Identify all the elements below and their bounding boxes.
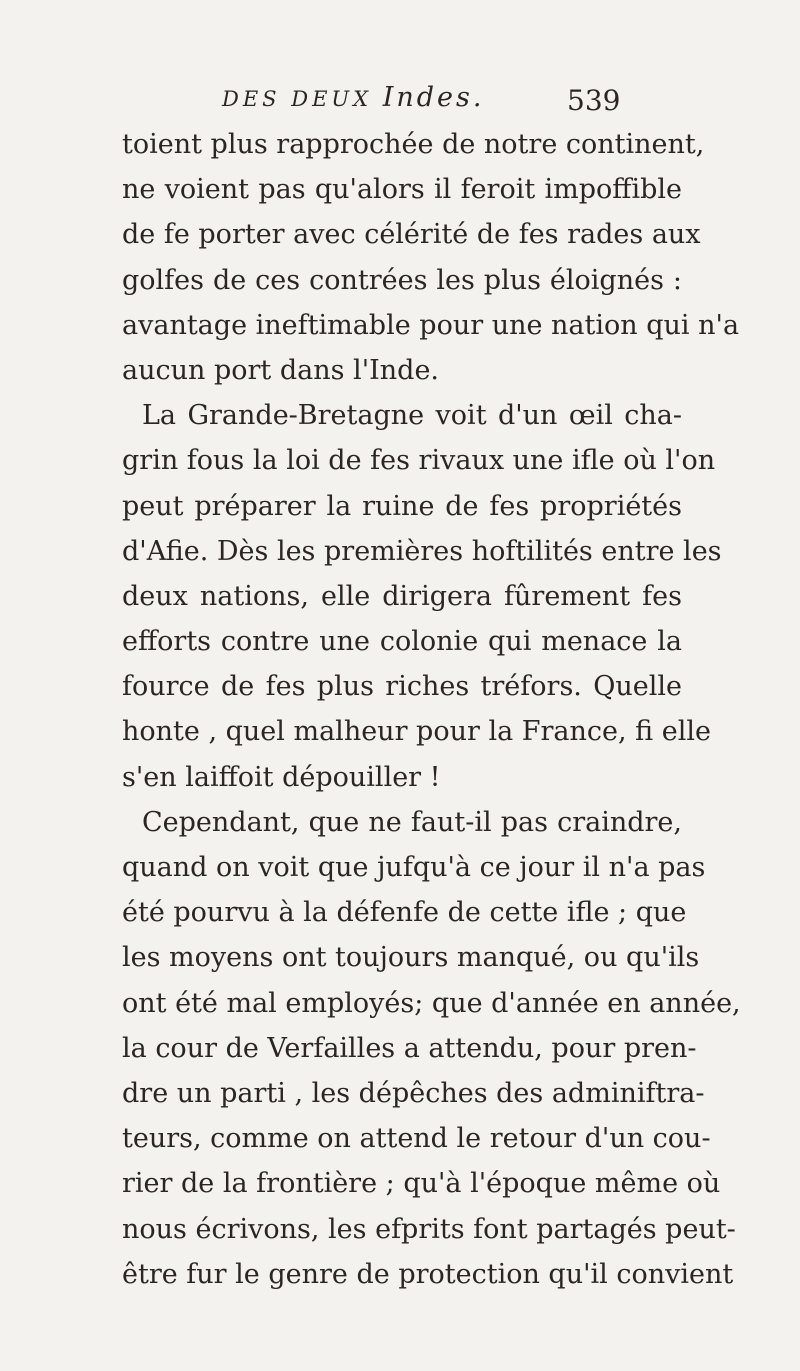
page-header — [222, 82, 642, 122]
running-title-prefix: DES DEUX — [222, 87, 383, 111]
text-line: honte , quel malheur pour la France, fi elle — [122, 716, 712, 748]
text-line: la cour de Verfailles a attendu, pour pren- — [122, 1032, 697, 1064]
running-title-indes: Indes. — [382, 82, 485, 113]
text-line: s'en laiffoit dépouiller ! — [122, 761, 441, 793]
body-text — [122, 122, 741, 1297]
text-line: golfes de ces contrées les plus éloignés : — [122, 264, 682, 296]
text-line: teurs, comme on attend le retour d'un cou- — [122, 1123, 711, 1155]
text-line: être fur le genre de protection qu'il convient — [122, 1258, 734, 1290]
text-line: d'Afie. Dès les premières hoftilités entre les — [122, 535, 722, 567]
text-line: deux nations, elle dirigera fûrement fes — [122, 580, 682, 612]
text-line: grin fous la loi de fes rivaux une ifle où l'on — [122, 445, 716, 477]
text-line: été pourvu à la défenfe de cette ifle ; que — [122, 897, 687, 929]
text-line: La Grande-Bretagne voit d'un œil cha- — [142, 400, 682, 432]
text-line: dre un parti , les dépêches des adminiftra- — [122, 1077, 705, 1109]
text-line: efforts contre une colonie qui menace la — [122, 626, 682, 658]
text-line: quand on voit que jufqu'à ce jour il n'a pas — [122, 852, 706, 883]
text-line: aucun port dans l'Inde. — [122, 354, 440, 386]
text-line: fource de fes plus riches tréfors. Quelle — [122, 671, 682, 703]
text-line: toient plus rapprochée de notre continent, — [122, 129, 705, 160]
text-line: ne voient pas qu'alors il feroit impoffible — [122, 174, 682, 206]
running-title — [222, 82, 484, 113]
text-line: ont été mal employés; que d'année en année, — [122, 987, 741, 1019]
page-number: 539 — [567, 84, 621, 117]
text-line: peut préparer la ruine de fes propriétés — [122, 490, 682, 522]
text-line: nous écrivons, les efprits font partagés peut- — [122, 1213, 736, 1245]
text-line: rier de la frontière ; qu'à l'époque même où — [122, 1168, 721, 1200]
text-line: de fe porter avec célérité de fes rades aux — [122, 219, 701, 251]
text-line: avantage ineftimable pour une nation qui n'a — [122, 309, 740, 341]
text-line: les moyens ont toujours manqué, ou qu'ils — [122, 942, 700, 974]
text-line: Cependant, que ne faut-il pas craindre, — [142, 806, 682, 838]
